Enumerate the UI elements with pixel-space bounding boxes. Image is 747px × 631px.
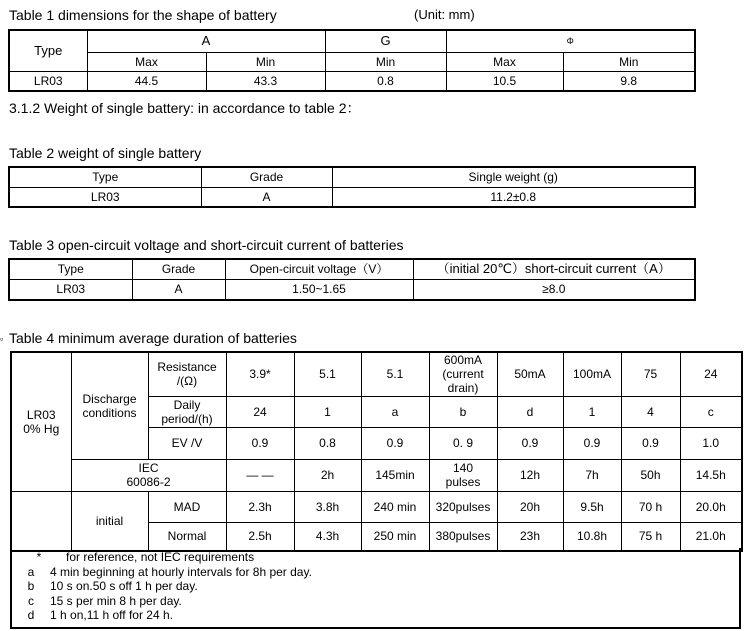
table4-discharge-conditions	[71, 352, 148, 459]
anchor-marker-icon: ▫	[0, 334, 4, 344]
note-text: 10 s on.50 s off 1 h per day.	[50, 579, 198, 593]
mad-cell: 70 h	[621, 491, 680, 522]
iec-cell: — —	[226, 459, 294, 491]
note-row	[12, 608, 739, 623]
table1-cell: LR03	[9, 71, 87, 91]
ev-cell: 0.9	[497, 427, 563, 459]
daily-cell: c	[680, 396, 742, 427]
table2-cell: A	[201, 187, 332, 207]
ev-cell: 0.9	[621, 427, 680, 459]
daily-cell: b	[429, 396, 497, 427]
table1-type-header: Type	[9, 30, 87, 71]
table4	[10, 351, 743, 552]
note-text: 1 h on,11 h off for 24 h.	[50, 608, 173, 622]
resistance-cell: 100mA	[563, 352, 621, 396]
note-row	[12, 594, 739, 609]
table4-iec-label	[71, 459, 226, 491]
table1-sub-header: Min	[325, 52, 446, 71]
ev-cell: 0.9	[361, 427, 429, 459]
ev-cell: 1.0	[680, 427, 742, 459]
note-key: c	[28, 593, 34, 608]
table3-cell: 1.50~1.65	[225, 279, 413, 300]
note-row	[12, 579, 739, 594]
table4-initial-label: initial	[71, 491, 148, 551]
iec-label-line: IEC	[138, 461, 159, 475]
normal-cell: 10.8h	[563, 522, 621, 551]
ev-cell: 0.9	[563, 427, 621, 459]
daily-cell: 24	[226, 396, 294, 427]
iec-cell: 2h	[294, 459, 361, 491]
table4-caption: Table 4 minimum average duration of batteries	[9, 330, 297, 346]
table1-sub-header: Min	[206, 52, 325, 71]
normal-cell: 75 h	[621, 522, 680, 551]
table1-group-phi: Φ	[446, 30, 695, 52]
note-text: 15 s per min 8 h per day.	[50, 593, 182, 608]
table4-type-hg: 0% Hg	[23, 421, 60, 436]
resistance-cell: 75	[621, 352, 680, 396]
normal-cell: 380pulses	[429, 522, 497, 551]
resistance-cell: 50mA	[497, 352, 563, 396]
resistance-label-line: Resistance	[157, 360, 217, 375]
table1-unit: (Unit: mm)	[414, 7, 475, 22]
resistance-label-line: /(Ω)	[176, 374, 198, 389]
iec-cell: 7h	[563, 459, 621, 491]
table1-group-g: G	[325, 30, 446, 52]
iec-cell: 50h	[621, 459, 680, 491]
table3-header: （initial 20℃）short-circuit current（A）	[413, 259, 695, 279]
table3-caption: Table 3 open-circuit voltage and short-circuit current of batteries	[9, 237, 404, 253]
mad-cell: 20.0h	[680, 491, 742, 522]
mad-cell: 2.3h	[226, 491, 294, 522]
table1-cell: 43.3	[206, 71, 325, 91]
iec-label-line: 60086-2	[126, 475, 171, 489]
note-key: d	[27, 608, 35, 622]
table3-header: Open-circuit voltage（V）	[225, 259, 413, 279]
table4-daily-label	[148, 396, 226, 427]
table4-ev-label: EV /V	[148, 427, 226, 459]
table2-header: Type	[9, 167, 201, 187]
ev-cell: 0.8	[294, 427, 361, 459]
table2	[8, 166, 696, 208]
table4-normal-label: Normal	[148, 522, 226, 551]
table3-header: Grade	[132, 259, 225, 279]
daily-cell: 1	[563, 396, 621, 427]
table3-cell: A	[132, 279, 225, 300]
discharge-label-line: Discharge	[82, 391, 137, 406]
mad-cell: 3.8h	[294, 491, 361, 522]
table3-cell: LR03	[9, 279, 132, 300]
note-row	[12, 550, 739, 565]
mad-cell: 240 min	[361, 491, 429, 522]
table1-cell: 0.8	[325, 71, 446, 91]
table4-resistance-label	[148, 352, 226, 396]
table4-type-name: LR03	[26, 407, 56, 422]
table4-blank-cell	[11, 522, 71, 551]
table4-mad-label: MAD	[148, 491, 226, 522]
mad-cell: 9.5h	[563, 491, 621, 522]
ev-cell: 0. 9	[429, 427, 497, 459]
note-row	[12, 565, 739, 580]
daily-cell: 1	[294, 396, 361, 427]
resistance-cell: 24	[680, 352, 742, 396]
mad-cell: 20h	[497, 491, 563, 522]
mad-cell: 320pulses	[429, 491, 497, 522]
table3-header: Type	[9, 259, 132, 279]
daily-label-line: Daily	[173, 397, 201, 412]
daily-cell: d	[497, 396, 563, 427]
iec-cell: 140 pulses	[429, 459, 497, 491]
section-3-1-2: 3.1.2 Weight of single battery: in accordance to table 2：	[9, 100, 361, 116]
table1-sub-header: Max	[87, 52, 206, 71]
note-key: a	[27, 564, 35, 579]
table1	[8, 29, 696, 92]
table1-group-a: A	[87, 30, 325, 52]
table3-cell: ≥8.0	[413, 279, 695, 300]
note-text: 4 min beginning at hourly intervals for 8h per day.	[50, 564, 312, 579]
table2-header: Single weight (g)	[332, 167, 695, 187]
normal-cell: 21.0h	[680, 522, 742, 551]
iec-cell: 12h	[497, 459, 563, 491]
table1-cell: 44.5	[87, 71, 206, 91]
normal-cell: 250 min	[361, 522, 429, 551]
daily-cell: a	[361, 396, 429, 427]
table1-cell: 9.8	[563, 71, 695, 91]
resistance-cell: 5.1	[361, 352, 429, 396]
note-text: for reference, not IEC requirements	[66, 550, 255, 564]
table1-sub-header: Max	[446, 52, 563, 71]
note-key: b	[27, 579, 35, 593]
ev-cell: 0.9	[226, 427, 294, 459]
table2-cell: LR03	[9, 187, 201, 207]
table1-sub-header: Min	[563, 52, 695, 71]
table3	[8, 258, 696, 301]
normal-cell: 2.5h	[226, 522, 294, 551]
table1-cell: 10.5	[446, 71, 563, 91]
table2-caption: Table 2 weight of single battery	[9, 145, 202, 161]
iec-cell: 14.5h	[680, 459, 742, 491]
table4-blank-cell	[11, 491, 71, 522]
normal-cell: 23h	[497, 522, 563, 551]
normal-cell: 4.3h	[294, 522, 361, 551]
daily-cell: 4	[621, 396, 680, 427]
table2-header: Grade	[201, 167, 332, 187]
daily-label-line: period/(h)	[161, 411, 213, 426]
table4-notes	[10, 548, 741, 629]
table2-cell: 11.2±0.8	[332, 187, 695, 207]
discharge-label-line: conditions	[82, 405, 137, 420]
table4-type-cell	[11, 352, 71, 491]
iec-cell: 145min	[361, 459, 429, 491]
resistance-cell: 3.9*	[226, 352, 294, 396]
table1-caption: Table 1 dimensions for the shape of battery	[9, 7, 277, 23]
note-key: *	[36, 550, 42, 564]
resistance-cell: 5.1	[294, 352, 361, 396]
resistance-cell: 600mA (current drain)	[429, 352, 497, 396]
